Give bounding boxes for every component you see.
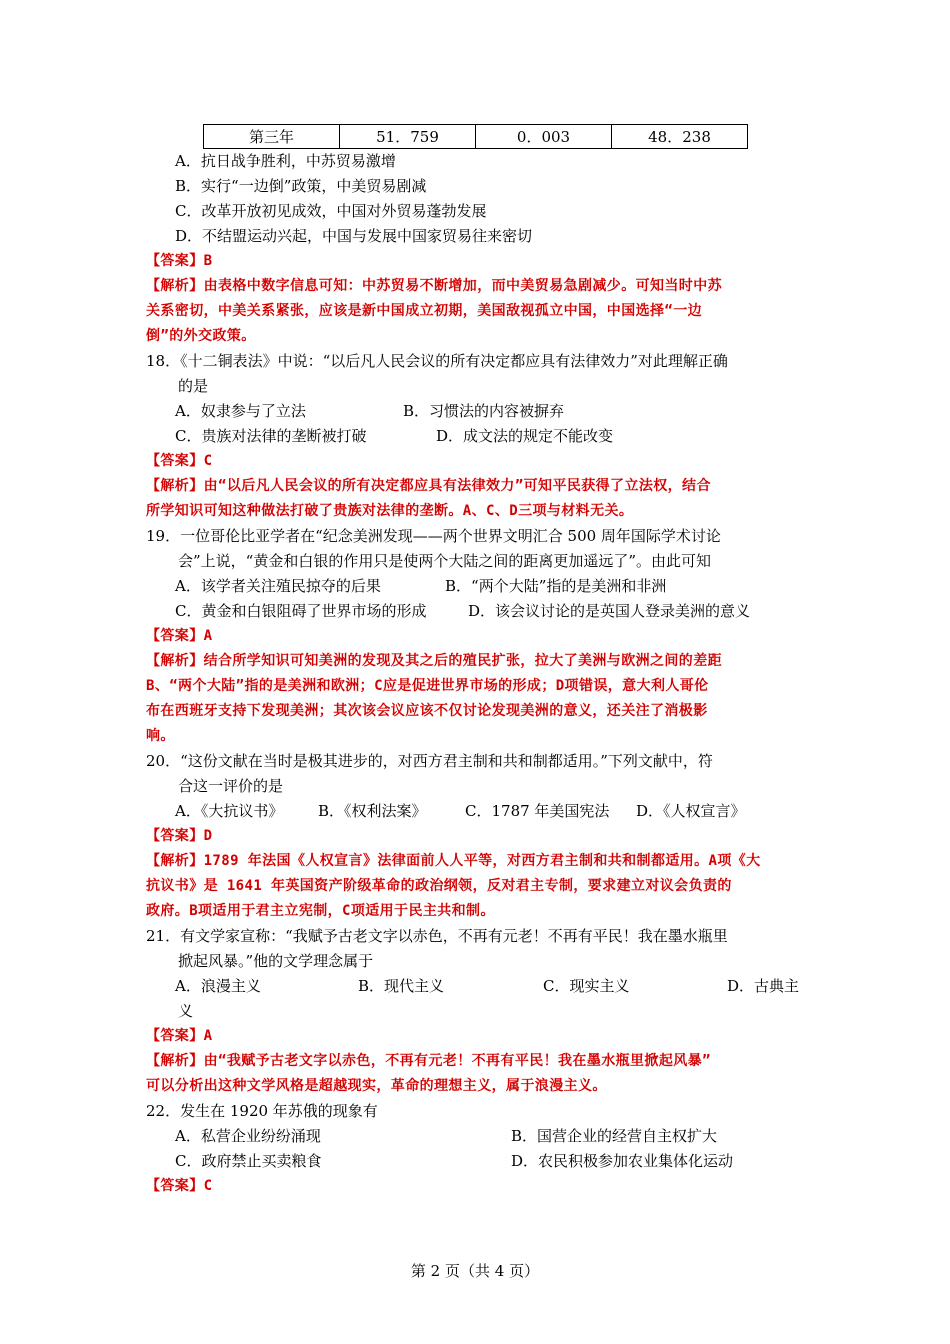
q19-option-a: A．该学者关注殖民掠夺的后果 [175, 577, 381, 595]
q19-analysis-line: 响。 [146, 728, 175, 744]
q17-option-c: C．改革开放初见成效，中国对外贸易蓬勃发展 [175, 202, 487, 220]
q20-analysis-line: 抗议书》是 1641 年英国资产阶级革命的政治纲领，反对君主专制，要求建立对议会负责的 [146, 878, 732, 894]
q17-option-d: D．不结盟运动兴起，中国与发展中国家贸易往来密切 [175, 227, 533, 245]
q20-answer: 【答案】D [146, 828, 213, 844]
q18-answer: 【答案】C [146, 453, 213, 469]
q21-option-d-wrap: 义 [178, 1002, 194, 1020]
q19-analysis-line: B、“两个大陆”指的是美洲和欧洲；C应是促进世界市场的形成；D项错误，意大利人哥伦 [146, 678, 709, 694]
q22-option-c: C．政府禁止买卖粮食 [175, 1152, 322, 1170]
q19-option-d: D．该会议讨论的是英国人登录美洲的意义 [468, 602, 751, 620]
table-cell-value: 51．759 [340, 125, 476, 149]
table-cell-year: 第三年 [204, 125, 340, 149]
q20-stem-cont: 合这一评价的是 [178, 777, 284, 795]
q21-analysis-line: 可以分析出这种文学风格是超越现实，革命的理想主义，属于浪漫主义。 [146, 1078, 607, 1094]
q19-stem-cont: 会”上说，“黄金和白银的作用只是使两个大陆之间的距离更加遥远了”。由此可知 [178, 552, 712, 570]
q22-option-a: A．私营企业纷纷涌现 [175, 1127, 321, 1145]
table-cell-value: 0．003 [476, 125, 612, 149]
q17-analysis-line: 【解析】由表格中数字信息可知：中苏贸易不断增加，而中美贸易急剧减少。可知当时中苏 [146, 278, 722, 294]
q18-analysis-line: 所学知识可知这种做法打破了贵族对法律的垄断。A、C、D三项与材料无关。 [146, 503, 634, 519]
q18-analysis-line: 【解析】由“以后凡人民会议的所有决定都应具有法律效力”可知平民获得了立法权，结合 [146, 478, 711, 494]
q21-analysis-line: 【解析】由“我赋予古老文字以赤色，不再有元老！不再有平民！我在墨水瓶里掀起风暴” [146, 1053, 711, 1069]
q17-option-a: A．抗日战争胜利，中苏贸易激增 [175, 152, 396, 170]
q18-option-a: A．奴隶参与了立法 [175, 402, 306, 420]
q21-stem-cont: 掀起风暴。”他的文学理念属于 [178, 952, 374, 970]
q20-option-b: B．《权利法案》 [318, 802, 427, 820]
q20-option-c: C．1787 年美国宪法 [465, 802, 610, 820]
q20-stem: 20．“这份文献在当时是极其进步的，对西方君主制和共和制都适用。”下列文献中，符 [146, 752, 713, 770]
table-row [204, 125, 748, 149]
q21-option-d: D．古典主 [727, 977, 800, 995]
q19-answer: 【答案】A [146, 628, 213, 644]
q20-option-a: A．《大抗议书》 [175, 802, 284, 820]
q18-option-c: C．贵族对法律的垄断被打破 [175, 427, 367, 445]
q22-option-b: B．国营企业的经营自主权扩大 [511, 1127, 718, 1145]
q17-answer: 【答案】B [146, 253, 213, 269]
q21-option-a: A．浪漫主义 [175, 977, 261, 995]
q20-analysis-line: 【解析】1789 年法国《人权宣言》法律面前人人平等，对西方君主制和共和制都适用。A项《大 [146, 853, 761, 869]
q17-analysis-line: 关系密切，中美关系紧张，应该是新中国成立初期，美国敌视孤立中国，中国选择“一边 [146, 303, 703, 319]
q19-option-c: C．黄金和白银阻碍了世界市场的形成 [175, 602, 427, 620]
q21-option-b: B．现代主义 [358, 977, 445, 995]
q19-option-b: B．“两个大陆”指的是美洲和非洲 [445, 577, 667, 595]
q21-option-c: C．现实主义 [543, 977, 630, 995]
table-cell-value: 48．238 [612, 125, 748, 149]
q21-stem: 21．有文学家宣称：“我赋予古老文字以赤色，不再有元老！不再有平民！我在墨水瓶里 [146, 927, 728, 945]
q21-answer: 【答案】A [146, 1028, 213, 1044]
q20-analysis-line: 政府。B项适用于君主立宪制，C项适用于民主共和制。 [146, 903, 495, 919]
q19-analysis-line: 布在西班牙支持下发现美洲；其次该会议应该不仅讨论发现美洲的意义，还关注了消极影 [146, 703, 708, 719]
q22-answer: 【答案】C [146, 1178, 213, 1194]
q19-analysis-line: 【解析】结合所学知识可知美洲的发现及其之后的殖民扩张，拉大了美洲与欧洲之间的差距 [146, 653, 722, 669]
q18-option-d: D．成文法的规定不能改变 [436, 427, 614, 445]
q18-option-b: B．习惯法的内容被摒弃 [403, 402, 565, 420]
q20-option-d: D．《人权宣言》 [636, 802, 746, 820]
trade-table [203, 124, 748, 149]
q19-stem: 19．一位哥伦比亚学者在“纪念美洲发现——两个世界文明汇合 500 周年国际学术讨论 [146, 527, 721, 545]
q22-stem: 22．发生在 1920 年苏俄的现象有 [146, 1102, 378, 1120]
page-footer: 第 2 页（共 4 页） [410, 1262, 540, 1280]
q18-stem: 18．《十二铜表法》中说：“以后凡人民会议的所有决定都应具有法律效力”对此理解正确 [146, 352, 728, 370]
q18-stem-cont: 的是 [178, 377, 209, 395]
q22-option-d: D．农民积极参加农业集体化运动 [511, 1152, 734, 1170]
q17-analysis-line: 倒”的外交政策。 [146, 328, 256, 344]
q17-option-b: B．实行“一边倒”政策，中美贸易剧减 [175, 177, 427, 195]
